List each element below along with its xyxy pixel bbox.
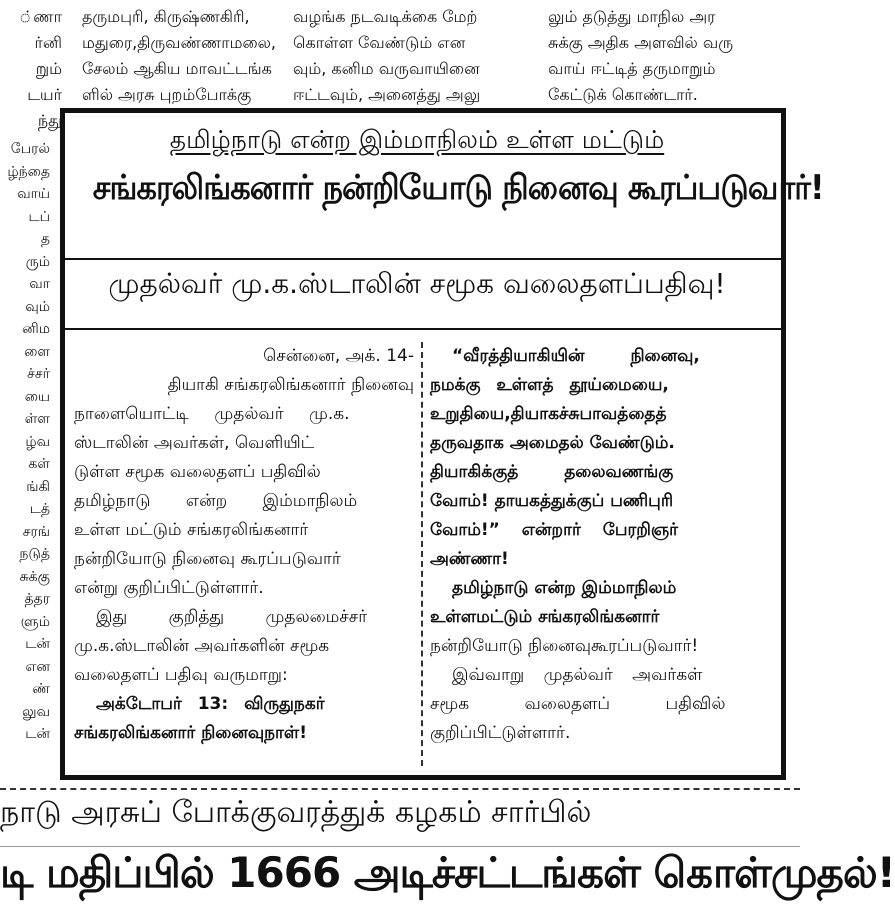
column-divider [421,342,424,766]
text-line: ச்சர் [27,366,50,382]
text-line: பேரல் [10,141,50,157]
text-line: நடுத் [19,546,50,562]
text-line: அண்ணா! [430,549,509,569]
text-line: சங்கரலிங்கனார் நினைவுநாள்! [74,723,308,743]
text-line: ழ்ந்தை [7,163,50,180]
text-line: தருவதாக அமைதல் வேண்டும். [430,433,675,453]
text-line: இவ்வாறு முதல்வர் அவர்கள் [452,665,703,685]
text-line: டத் [29,501,50,517]
text-line: டப் [28,208,50,225]
text-line: வும், கனிம வருவாயினை [293,59,480,78]
top-column-4 [548,4,800,108]
text-line: உள்ளமட்டும் சங்கரலிங்கனார் [430,607,660,627]
text-line: மதுரை,திருவண்ணாமலை, [82,33,276,52]
text-line: யை [24,388,50,405]
text-line: வலைதளப் பதிவு வருமாறு: [74,665,288,685]
top-column-3 [293,4,533,108]
text-line: வழங்க நடவடிக்கை மேற் [293,7,478,26]
text-line: டன் [25,726,50,742]
text-line: மு.க.ஸ்டாலின் அவர்களின் சமூக [74,636,330,656]
text-line: உறுதியை,தியாகச்சுபாவத்தைத் [430,404,667,424]
divider [0,846,800,847]
text-line: டயர் [27,85,62,104]
text-line: ந்து [37,111,62,130]
text-line: நாளையொட்டி முதல்வர் மு.க. [74,404,350,424]
text-line: ர்னி [34,33,62,52]
text-line: ்ணா [19,7,62,26]
text-line: வாய் ஈட்டித் தருமாறும் [548,59,716,78]
text-line: வோம்! தாயகத்துக்குப் பணிபுரி [430,491,674,511]
text-line: ஸ்டாலின் அவர்கள், வெளியிட் [74,433,315,453]
next-article-title: டி மதிப்பில் 1666 அடிச்சட்டங்கள் கொள்முதல்! [0,848,895,897]
text-line: டன் [25,636,50,652]
text-line: லுவ [22,703,50,720]
text-line: ஈட்டவும், அனைத்து அலு [293,85,481,104]
top-left-fragments [0,4,62,134]
text-line: சமூக வலைதளப் பதிவில் [430,694,726,714]
text-line: ரும் [25,253,50,270]
text-line: த [40,231,50,247]
text-line: டுள்ள சமூக வலைதளப் பதிவில் [74,462,321,482]
text-line: அக்டோபர் 13: விருதுநகர் [96,694,325,714]
text-line: ண் [32,681,50,697]
text-line: சென்னை, அக். 14- [263,346,414,366]
article-title: சங்கரலிங்கனார் நன்றியோடு நினைவு கூரப்படுவார்! [92,168,824,208]
article-right-column [430,342,775,748]
next-article-headline: நாடு அரசுப் போக்குவரத்துக் கழகம் சார்பில் [0,795,592,830]
text-line: “வீரத்தியாகியின் நினைவு, [452,346,700,366]
text-line: கொள்ள வேண்டும் என [293,33,466,52]
section-divider [0,788,800,790]
text-line: சேலம் ஆகிய மாவட்டங்க [82,59,272,78]
text-line: வாய் [17,186,50,202]
text-line: ழ்வ [25,433,50,450]
article-left-column [74,342,414,748]
text-line: என்று குறிப்பிட்டுள்ளார். [74,578,264,598]
text-line: ங்கி [26,478,50,495]
text-line: னிம [21,321,50,337]
text-line: வோம்!” என்றார் பேரறிஞர் [430,520,679,540]
text-line: சரங் [22,523,50,540]
text-line: உள்ள மட்டும் சங்கரலிங்கனார் [74,520,309,540]
text-line: தமிழ்நாடு என்ற இம்மாநிலம் [74,491,358,511]
text-line: என [25,658,50,675]
text-line: கள் [28,456,50,472]
text-line: குறிப்பிட்டுள்ளார். [430,723,571,743]
text-line: தமிழ்நாடு என்ற இம்மாநிலம் [452,578,677,598]
text-line: நன்றியோடு நினைவுகூரப்படுவார்! [430,636,699,656]
text-line: கேட்டுக் கொண்டார். [548,85,698,104]
text-line: ளில் அரசு புறம்போக்கு [82,85,252,104]
divider [60,328,786,330]
article-subtitle: முதல்வர் மு.க.ஸ்டாலின் சமூக வலைதளப்பதிவு! [108,267,726,300]
text-line: வா [29,276,50,292]
left-fragment-column [0,138,50,746]
text-line: ளும் [20,613,50,630]
text-line: தியாகி சங்கரலிங்கனார் நினைவு [167,375,414,395]
text-line: சுக்கு [19,568,50,585]
text-line: ள்ள [24,411,50,427]
text-line: த்தர [24,591,50,607]
text-line: நமக்கு உள்ளத் தூய்மையை, [430,375,669,395]
text-line: தியாகிக்குத் தலைவணங்கு [430,462,674,482]
text-line: றும் [35,59,62,78]
text-line: லும் தடுத்து மாநில அர [548,7,716,26]
top-column-2 [82,4,282,108]
text-line: வும் [25,298,50,315]
text-line: ளை [24,343,50,360]
text-line: இது குறித்து முதலமைச்சர் [96,607,368,627]
divider [60,258,786,260]
text-line: சுக்கு அதிக அளவில் வரு [548,33,734,52]
article-headline: தமிழ்நாடு என்ற இம்மாநிலம் உள்ள மட்டும் [169,125,665,154]
text-line: நன்றியோடு நினைவு கூரப்படுவார் [74,549,341,569]
text-line: தருமபுரி, கிருஷ்ணகிரி, [82,7,250,26]
